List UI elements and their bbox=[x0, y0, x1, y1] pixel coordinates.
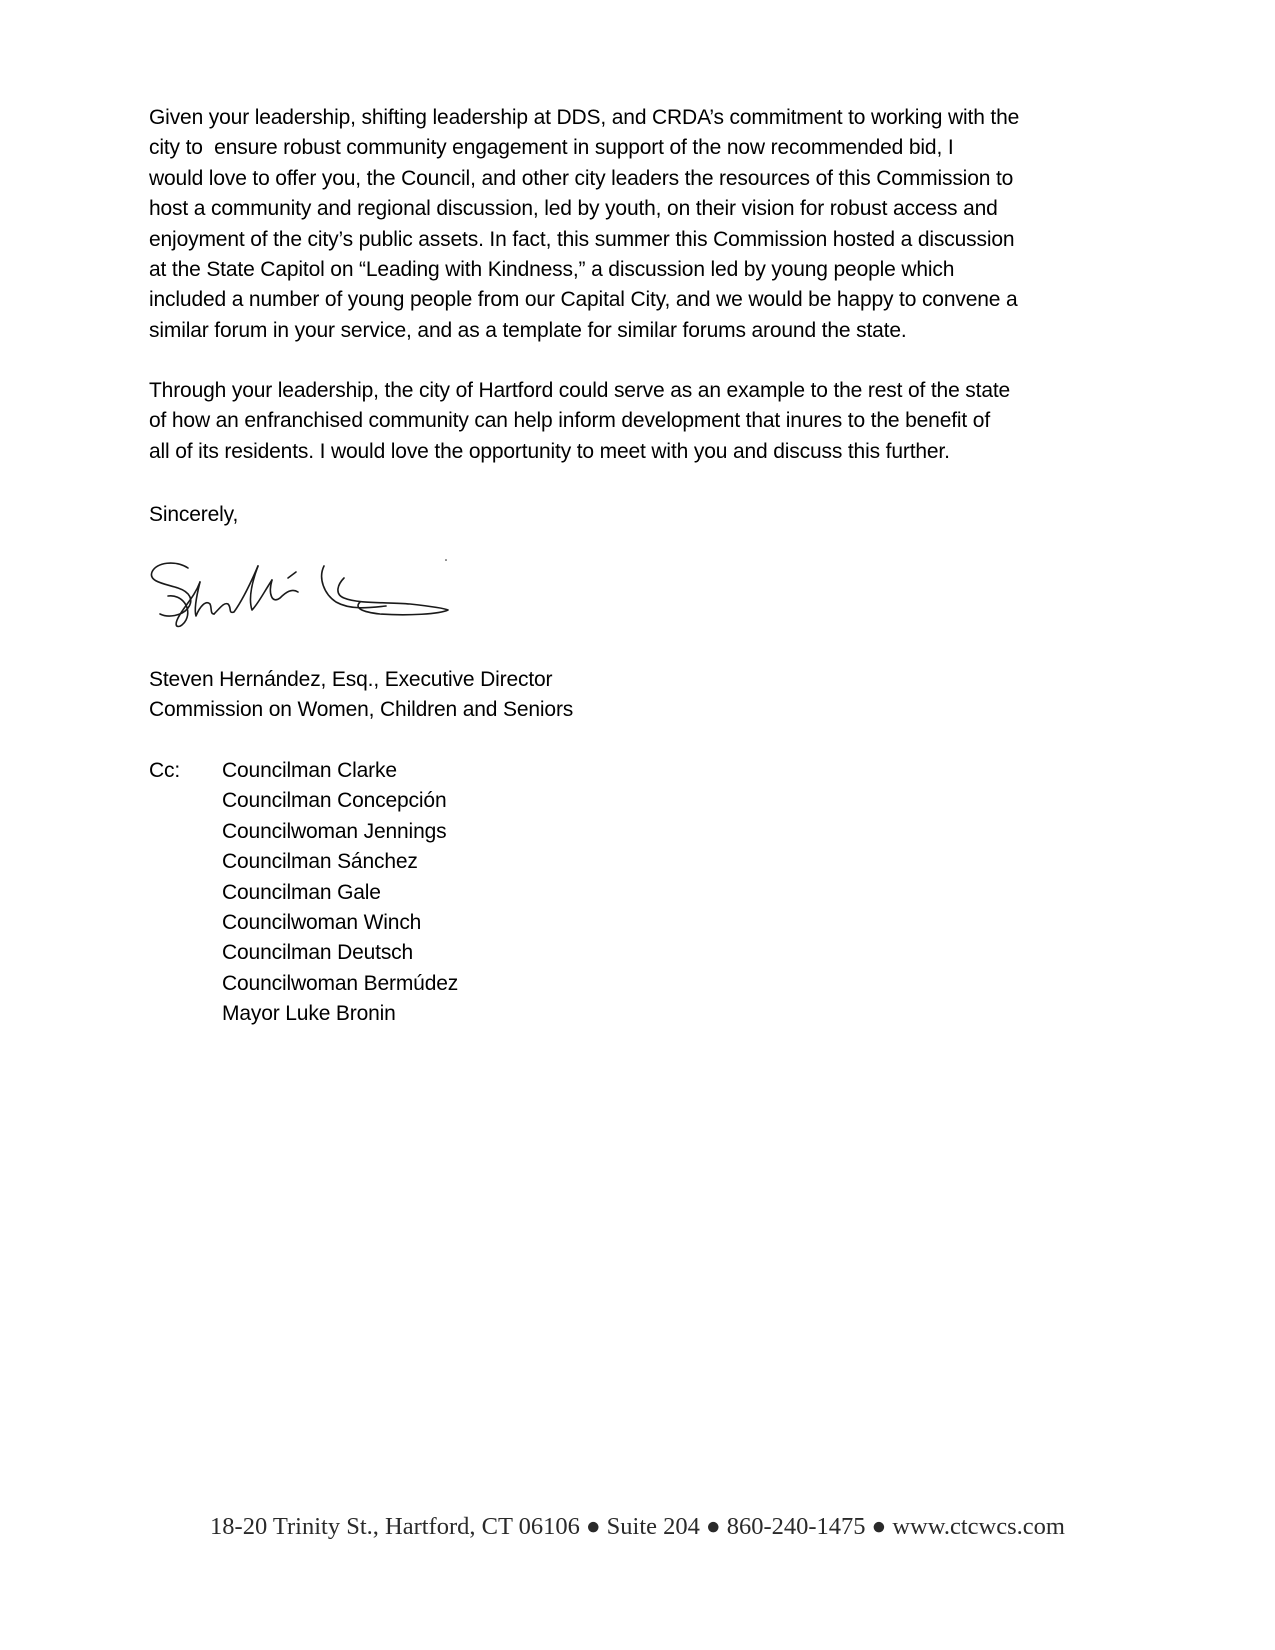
paragraph-line: included a number of young people from our Capital City, and we would be happy to convene a bbox=[149, 288, 1018, 312]
cc-recipient: Councilman Sánchez bbox=[222, 850, 418, 874]
signatory-organization: Commission on Women, Children and Seniors bbox=[149, 698, 574, 722]
signatory-name-title: Steven Hernández, Esq., Executive Director bbox=[149, 668, 553, 691]
letterhead-footer bbox=[0, 1513, 1275, 1541]
body-paragraph-2 bbox=[149, 376, 1129, 467]
cc-recipient: Councilman Deutsch bbox=[222, 941, 414, 965]
paragraph-line: all of its residents. I would love the opportunity to meet with you and discuss this further. bbox=[149, 439, 950, 463]
cc-recipient: Councilwoman Jennings bbox=[222, 819, 447, 843]
cc-recipient: Councilman Gale bbox=[222, 880, 381, 904]
bullet-separator-icon: ● bbox=[871, 1513, 887, 1540]
paragraph-line: similar forum in your service, and as a template for similar forums around the state. bbox=[149, 318, 907, 342]
paragraph-line: city to ensure robust community engagement in support of the now recommended bid, I bbox=[149, 136, 954, 160]
footer-website: www.ctcwcs.com bbox=[892, 1513, 1065, 1540]
signature-block bbox=[149, 665, 573, 726]
cc-recipient-list bbox=[222, 756, 458, 1030]
paragraph-line: would love to offer you, the Council, and other city leaders the resources of this Commission to bbox=[149, 166, 1014, 190]
cc-label: Cc: bbox=[149, 759, 181, 782]
cc-recipient: Councilwoman Bermúdez bbox=[222, 971, 459, 995]
cc-recipient: Councilman Concepción bbox=[222, 789, 447, 813]
handwritten-signature-icon bbox=[148, 558, 478, 648]
paragraph-line: at the State Capitol on “Leading with Kindness,” a discussion led by young people which bbox=[149, 258, 955, 282]
paragraph-line: host a community and regional discussion, led by youth, on their vision for robust access and bbox=[149, 197, 998, 221]
bullet-separator-icon: ● bbox=[585, 1513, 601, 1540]
paragraph-line: Through your leadership, the city of Hartford could serve as an example to the rest of the state bbox=[149, 379, 1011, 402]
footer-address: 18-20 Trinity St., Hartford, CT 06106 bbox=[210, 1513, 580, 1540]
bullet-separator-icon: ● bbox=[705, 1513, 721, 1540]
paragraph-line: of how an enfranchised community can help inform development that inures to the benefit of bbox=[149, 409, 990, 433]
paragraph-line: enjoyment of the city’s public assets. In fact, this summer this Commission hosted a discussion bbox=[149, 227, 1015, 251]
closing-salutation: Sincerely, bbox=[149, 503, 239, 526]
paragraph-line: Given your leadership, shifting leadership at DDS, and CRDA’s commitment to working with the bbox=[149, 106, 1020, 129]
footer-phone: 860-240-1475 bbox=[726, 1513, 866, 1540]
body-paragraph-1 bbox=[149, 103, 1129, 346]
cc-recipient: Mayor Luke Bronin bbox=[222, 1002, 396, 1026]
cc-recipient: Councilwoman Winch bbox=[222, 911, 422, 935]
footer-suite: Suite 204 bbox=[606, 1513, 700, 1540]
cc-recipient: Councilman Clarke bbox=[222, 759, 397, 782]
